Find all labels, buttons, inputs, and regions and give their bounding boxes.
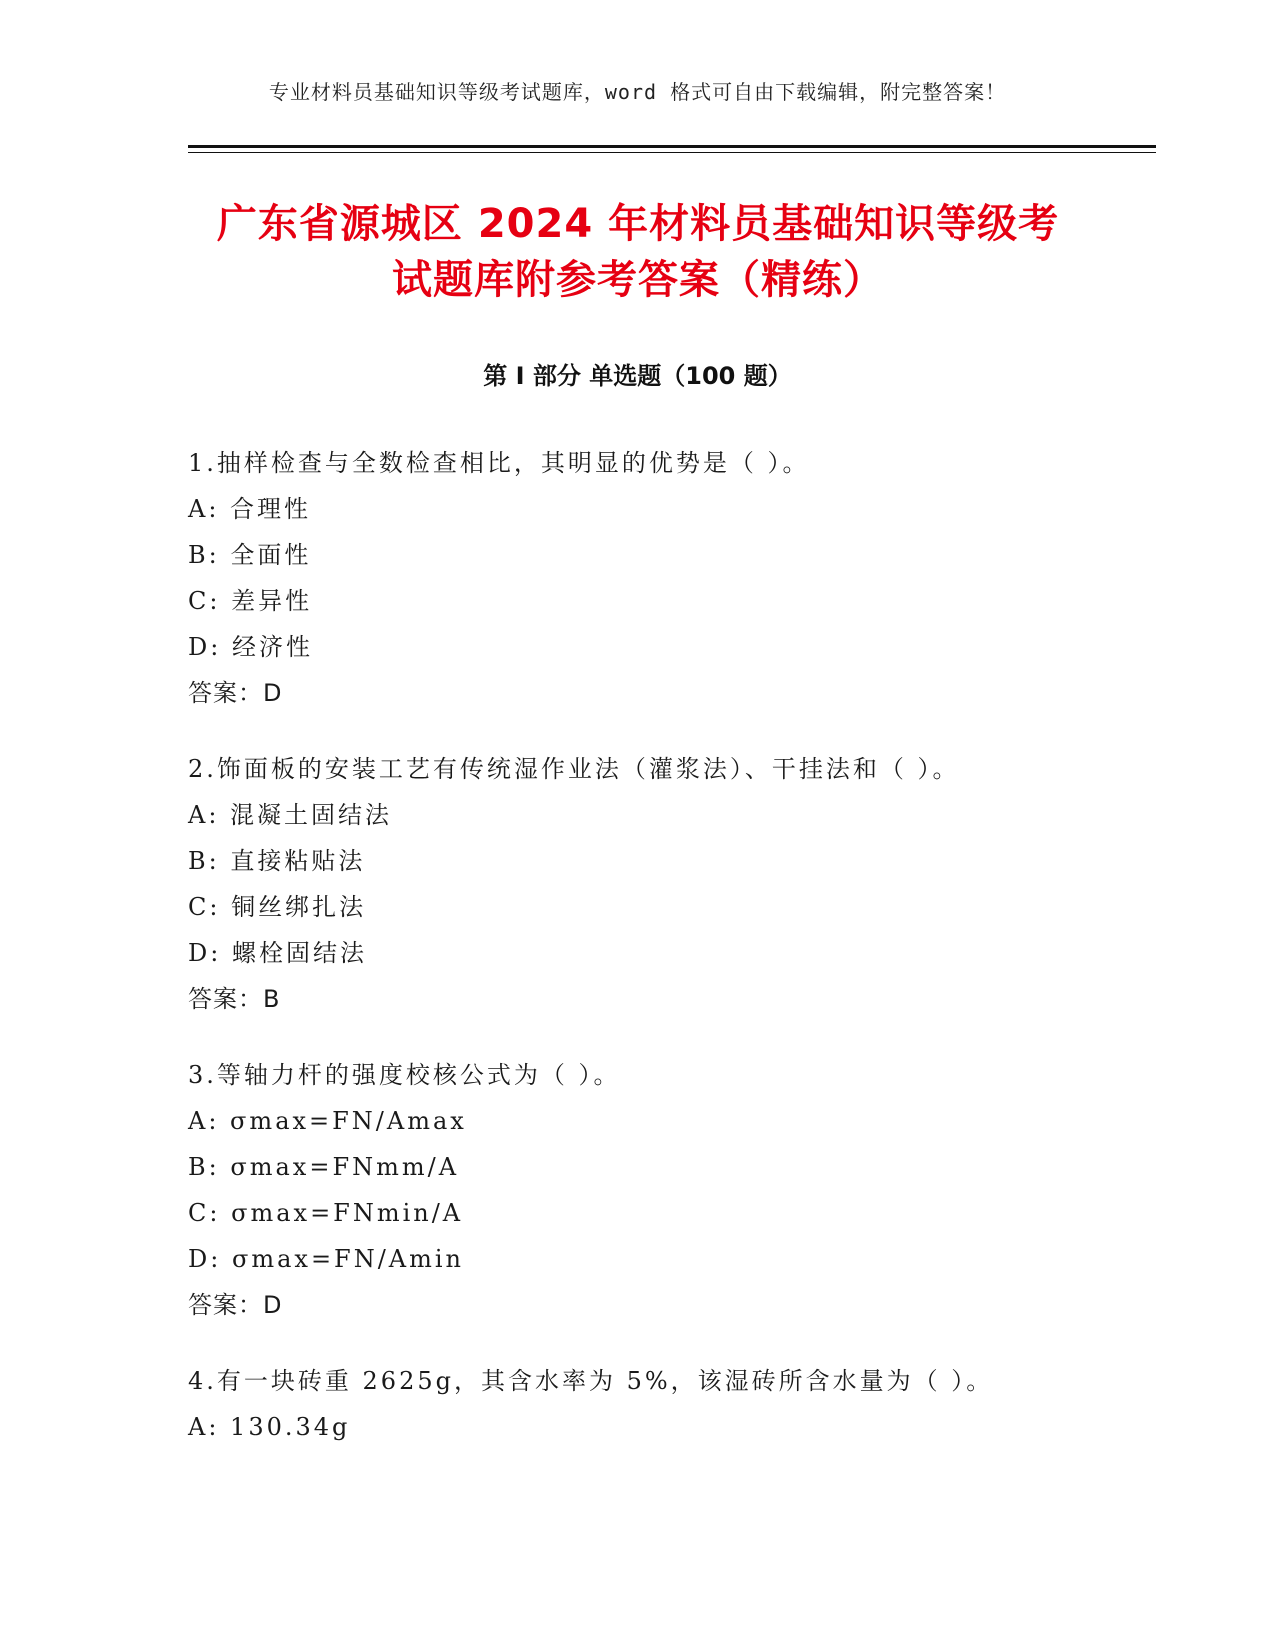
question-3 <box>188 1052 1148 1328</box>
question-list <box>188 440 1148 1480</box>
option-c: C: 铜丝绑扎法 <box>188 893 367 921</box>
header-rule-thick <box>188 145 1156 148</box>
option-a: A: 混凝土固结法 <box>188 801 393 829</box>
header-rule-thin <box>188 152 1156 153</box>
option-a: A: 合理性 <box>188 495 312 523</box>
title-line-2: 试题库附参考答案（精练） <box>392 257 884 303</box>
question-stem: 3.等轴力杆的强度校核公式为（ ）。 <box>188 1061 621 1089</box>
header-note: 专业材料员基础知识等级考试题库，word 格式可自由下载编辑，附完整答案！ <box>268 80 1007 104</box>
question-stem: 1.抽样检查与全数检查相比，其明显的优势是（ ）。 <box>188 449 810 477</box>
title-line-1: 广东省源城区 2024 年材料员基础知识等级考 <box>216 201 1060 247</box>
question-2 <box>188 746 1148 1022</box>
option-a: A: σmax=FN/Amax <box>188 1107 467 1135</box>
question-4 <box>188 1358 1148 1450</box>
option-d: D: σmax=FN/Amin <box>188 1245 465 1273</box>
option-c: C: 差异性 <box>188 587 313 615</box>
option-b: B: 直接粘贴法 <box>188 847 366 875</box>
answer: 答案：D <box>188 1291 283 1319</box>
question-stem: 4.有一块砖重 2625g，其含水率为 5%，该湿砖所含水量为（ ）。 <box>188 1367 994 1395</box>
answer: 答案：D <box>188 679 283 707</box>
option-b: B: 全面性 <box>188 541 312 569</box>
option-d: D: 螺栓固结法 <box>188 939 367 967</box>
question-stem: 2.饰面板的安装工艺有传统湿作业法（灌浆法）、干挂法和（ ）。 <box>188 755 960 783</box>
answer: 答案：B <box>188 985 281 1013</box>
option-a: A: 130.34g <box>188 1413 351 1441</box>
section-heading: 第 I 部分 单选题（100 题） <box>483 362 792 390</box>
option-c: C: σmax=FNmin/A <box>188 1199 464 1227</box>
option-d: D: 经济性 <box>188 633 313 661</box>
question-1 <box>188 440 1148 716</box>
document-title <box>188 196 1088 308</box>
option-b: B: σmax=FNmm/A <box>188 1153 460 1181</box>
